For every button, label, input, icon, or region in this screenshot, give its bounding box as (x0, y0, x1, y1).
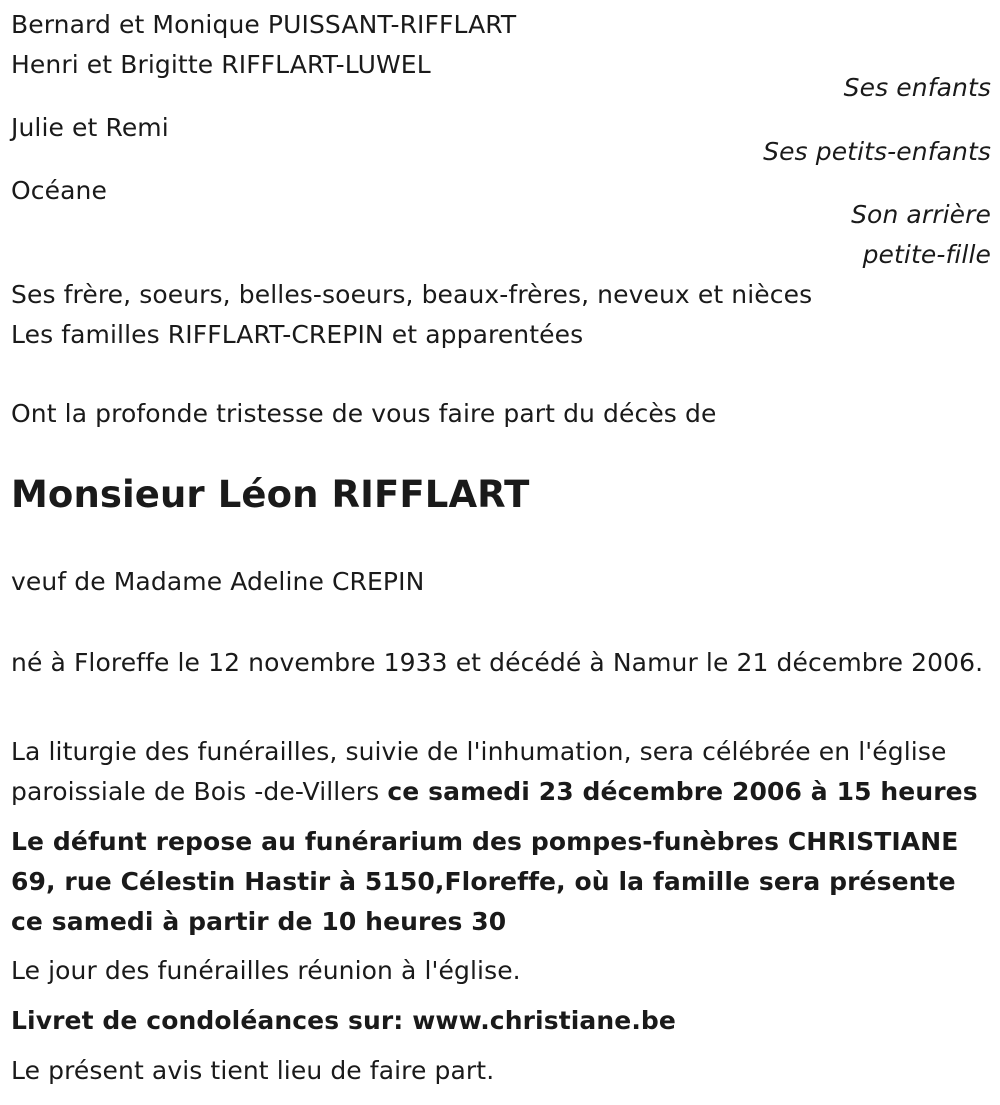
children-line-2: Henri et Brigitte RIFFLART-LUWEL (11, 50, 431, 79)
children-line-1: Bernard et Monique PUISSANT-RIFFLART (11, 10, 517, 39)
liturgy-date: ce samedi 23 décembre 2006 à 15 heures (387, 777, 978, 806)
great-grandchild-label-2: petite-fille (862, 240, 991, 269)
birth-death-paragraph: né à Floreffe le 12 novembre 1933 et décédé à Namur le 21 décembre 2006. (11, 648, 984, 677)
children-label: Ses enfants (843, 73, 991, 102)
siblings-line: Ses frère, soeurs, belles-soeurs, beaux-frères, neveux et nièces (11, 280, 813, 309)
liturgy-text: La liturgie des funérailles, suivie de l'inhumation, sera célébrée en l'église paroissiale de Bois -de-Villers (11, 737, 947, 806)
families-line: Les familles RIFFLART-CREPIN et apparentées (11, 320, 584, 349)
liturgy-paragraph (11, 732, 991, 812)
intro-line: Ont la profonde tristesse de vous faire part du décès de (11, 399, 717, 428)
obituary-notice (11, 0, 991, 1105)
condolences-line: Livret de condoléances sur: www.christiane.be (11, 1006, 676, 1035)
deceased-name: Monsieur Léon RIFFLART (11, 473, 530, 516)
great-grandchild-name: Océane (11, 176, 107, 205)
widower-line: veuf de Madame Adeline CREPIN (11, 567, 425, 596)
notice-line: Le présent avis tient lieu de faire part. (11, 1056, 495, 1085)
meeting-line: Le jour des funérailles réunion à l'église. (11, 956, 521, 985)
repose-paragraph: Le défunt repose au funérarium des pompes-funèbres CHRISTIANE 69, rue Célestin Hastir à 5150,Floreffe, où la famille sera présente ce samedi à partir de 10 heures 30 (11, 827, 959, 936)
grandchildren-names: Julie et Remi (11, 113, 169, 142)
great-grandchild-label-1: Son arrière (851, 200, 991, 229)
grandchildren-label: Ses petits-enfants (763, 137, 991, 166)
